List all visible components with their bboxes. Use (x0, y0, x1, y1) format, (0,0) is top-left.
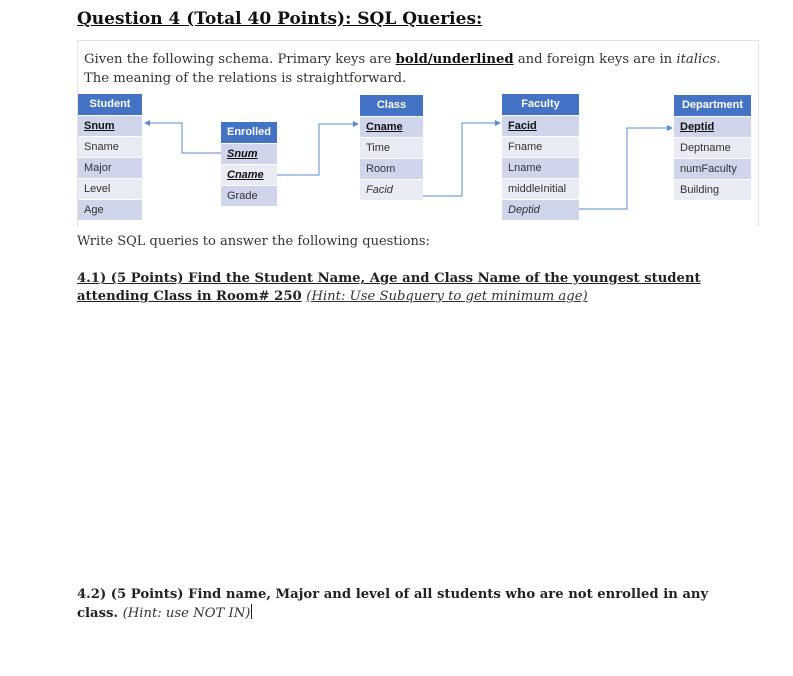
table-student (78, 94, 142, 221)
intro-text: The meaning of the relations is straightforward. (84, 71, 407, 86)
question-text: 4.1) (5 Points) Find the Student Name, Age and Class Name of the youngest student (77, 271, 701, 286)
table-header: Enrolled (221, 122, 277, 144)
attr-snum: Snum (78, 116, 142, 137)
question-text: 4.2) (5 Points) Find name, Major and level of all students who are not enrolled in any (77, 587, 709, 602)
attr-lname: Lname (502, 158, 579, 179)
table-header: Faculty (502, 94, 579, 116)
attr-facid: Facid (360, 180, 423, 201)
table-class (360, 95, 423, 201)
intro-bold-term: bold/underlined (395, 52, 514, 67)
attr-fname: Fname (502, 137, 579, 158)
question-text: attending Class in Room# 250 (77, 289, 302, 304)
question-text: class. (77, 606, 119, 621)
attr-cname: Cname (360, 117, 423, 138)
attr-grade: Grade (221, 186, 277, 207)
attr-cname: Cname (221, 165, 277, 186)
attr-numfaculty: numFaculty (674, 159, 751, 180)
table-header: Student (78, 94, 142, 116)
question-title: Question 4 (Total 40 Points): SQL Queries: (77, 9, 483, 29)
attr-middleinitial: middleInitial (502, 179, 579, 200)
attr-level: Level (78, 179, 142, 200)
intro-text: Given the following schema. Primary keys are (84, 52, 396, 67)
table-header: Department (674, 95, 751, 117)
question-4-2 (77, 586, 749, 623)
attr-room: Room (360, 159, 423, 180)
attr-major: Major (78, 158, 142, 179)
attr-deptname: Deptname (674, 138, 751, 159)
question-4-1 (77, 270, 701, 306)
attr-time: Time (360, 138, 423, 159)
intro-italic-term: italics (676, 52, 717, 67)
attr-building: Building (674, 180, 751, 201)
table-header: Class (360, 95, 423, 117)
attr-snum: Snum (221, 144, 277, 165)
attr-deptid: Deptid (674, 117, 751, 138)
instruction-text: Write SQL queries to answer the following questions: (77, 234, 430, 249)
intro-text: . (716, 52, 721, 67)
attr-deptid: Deptid (502, 200, 579, 221)
table-faculty (502, 94, 579, 221)
question-hint: (Hint: Use Subquery to get minimum age) (306, 289, 588, 304)
attr-facid: Facid (502, 116, 579, 137)
table-enrolled (221, 122, 277, 207)
intro-text: and foreign keys are in (513, 52, 677, 67)
text-cursor (251, 604, 252, 619)
attr-sname: Sname (78, 137, 142, 158)
table-department (674, 95, 751, 201)
schema-intro (84, 50, 754, 88)
attr-age: Age (78, 200, 142, 221)
question-hint: (Hint: use NOT IN) (122, 606, 251, 621)
